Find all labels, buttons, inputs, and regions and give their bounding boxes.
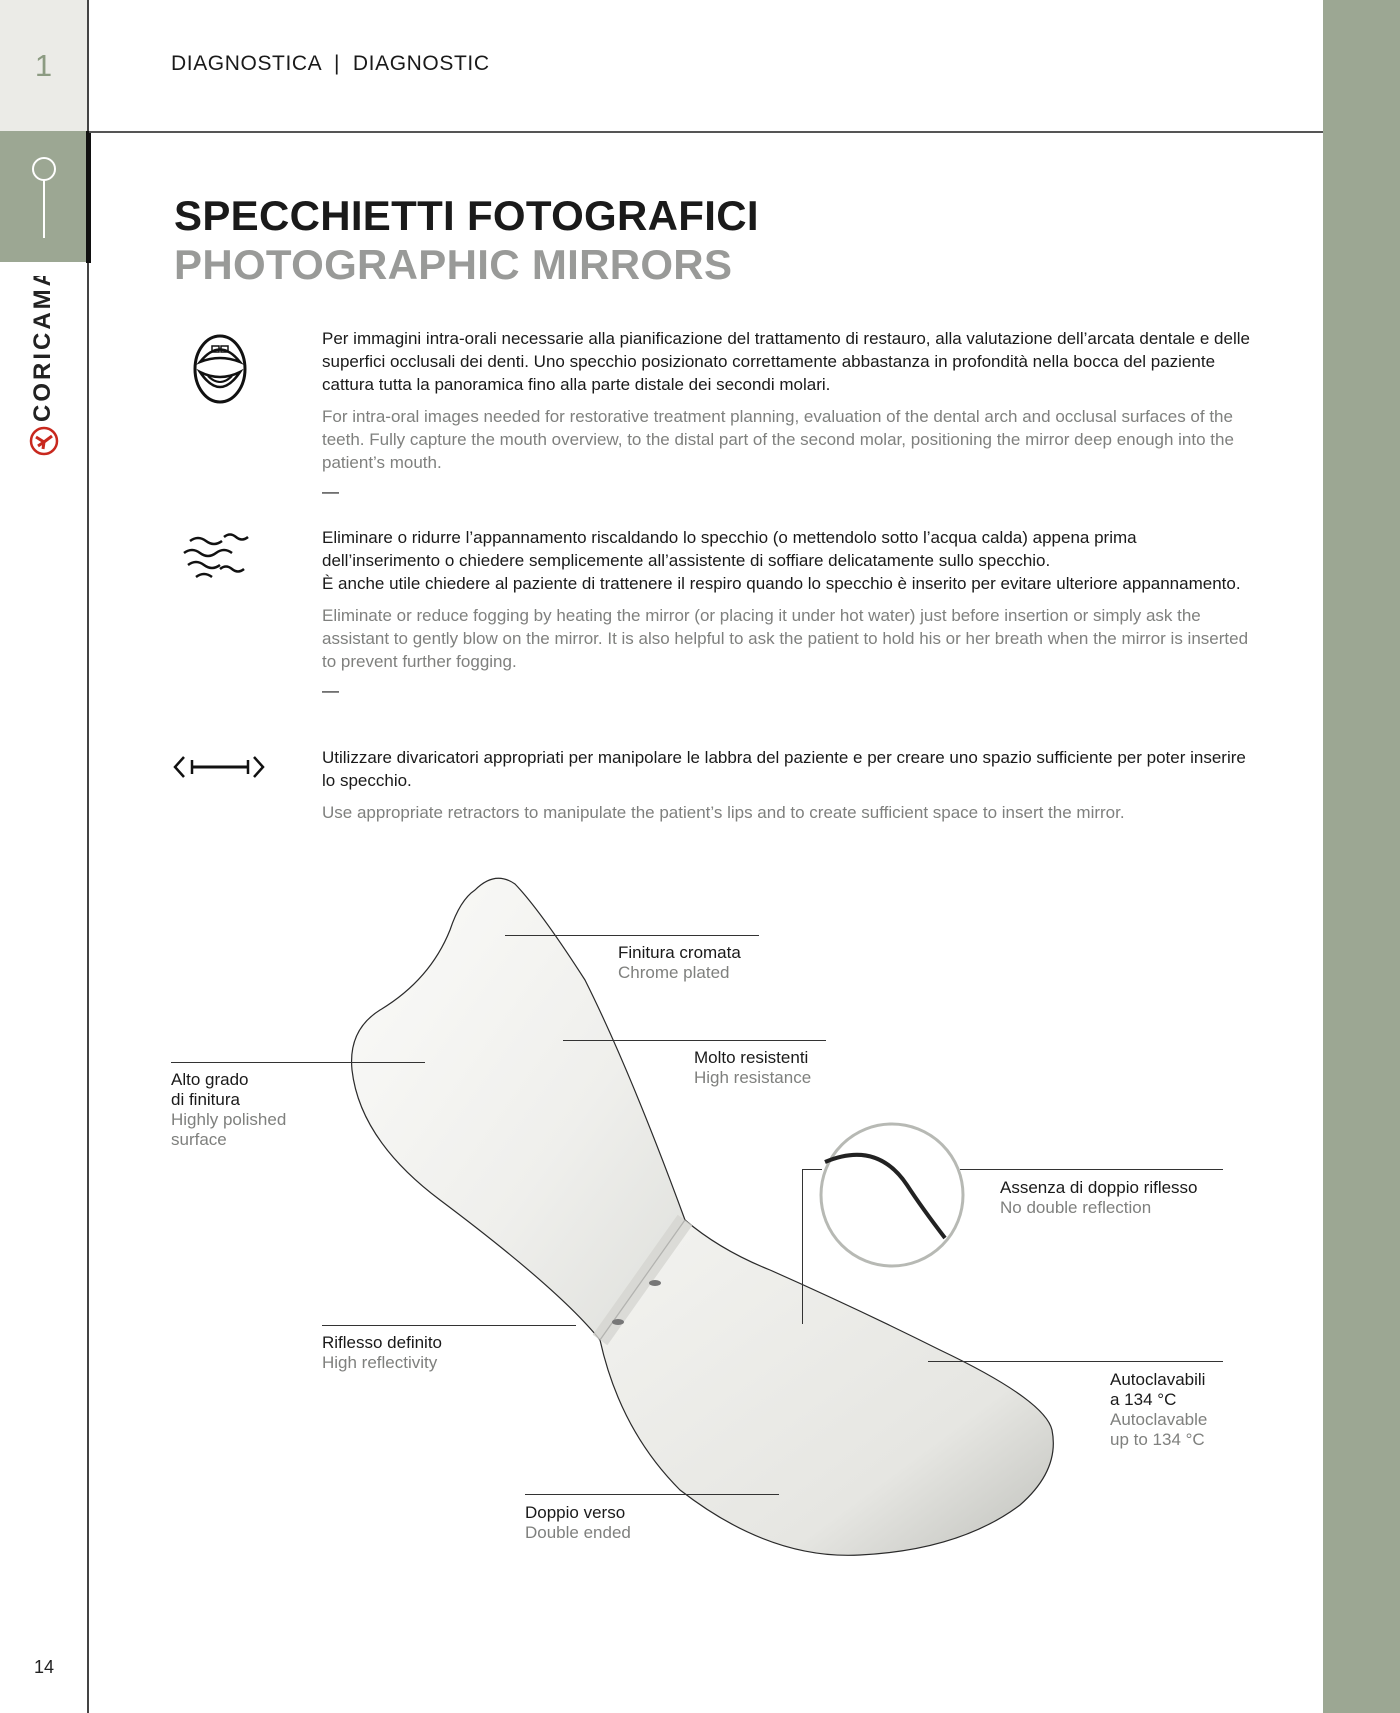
callout-autoclave-en-line2: up to 134 °C <box>1110 1430 1205 1449</box>
section-fogging <box>322 526 1252 701</box>
callout-reflectivity-en: High reflectivity <box>322 1353 438 1372</box>
section-fogging-it: Eliminare o ridurre l’appannamento riscaldando lo specchio (o mettendolo sotto l’acqua calda) appena prima dell’inserimento o chiedere semplicemente all’assistente di soffiare delicatamente sullo specchio. È anche utile chiedere al paziente di trattenere il respiro quando lo specchio è inserito per evitare ulteriore appannamento. <box>322 528 1241 593</box>
callout-autoclave-it-line1: Autoclavabili <box>1110 1370 1206 1389</box>
header-divider <box>89 131 1323 133</box>
chapter-number: 1 <box>34 48 53 83</box>
callout-resistance-en: High resistance <box>694 1068 812 1087</box>
callout-line-reflection-b <box>802 1169 803 1324</box>
callout-autoclave-it-line2: a 134 °C <box>1110 1390 1177 1409</box>
callout-high-resistance <box>694 1048 811 1088</box>
section-retractors-it: Utilizzare divaricatori appropriati per manipolare le labbra del paziente e per creare uno spazio sufficiente per poter inserire lo specchio. <box>322 748 1246 790</box>
sidebar-active-marker <box>86 131 91 263</box>
callout-chrome-plated <box>618 943 741 983</box>
section-divider: — <box>322 482 339 501</box>
callout-polished-en-line2: surface <box>171 1130 227 1149</box>
double-reflection-detail-icon <box>817 1120 967 1270</box>
callout-polished-en-line1: Highly polished <box>171 1110 287 1129</box>
callout-no-double-reflection <box>1000 1178 1198 1218</box>
callout-highly-polished <box>171 1070 286 1150</box>
section-intraoral <box>322 327 1252 502</box>
callout-autoclave-en-line1: Autoclavable <box>1110 1410 1208 1429</box>
mirror-tool-icon <box>0 131 87 262</box>
callout-polished-it-line2: di finitura <box>171 1090 240 1109</box>
callout-line-chrome <box>505 935 759 936</box>
page-title-italian: SPECCHIETTI FOTOGRAFICI <box>174 192 759 239</box>
callout-chrome-en: Chrome plated <box>618 963 730 982</box>
page-title-english: PHOTOGRAPHIC MIRRORS <box>174 241 733 288</box>
callout-reflection-en: No double reflection <box>1000 1198 1152 1217</box>
section-retractors <box>322 746 1282 824</box>
callout-autoclavable <box>1110 1370 1207 1450</box>
brand-emblem-icon <box>31 428 57 454</box>
callout-double-it: Doppio verso <box>525 1503 626 1522</box>
callout-line-reflectivity <box>322 1325 576 1326</box>
right-color-band <box>1323 0 1400 1713</box>
callout-resistance-it: Molto resistenti <box>694 1048 809 1067</box>
callout-reflectivity-it: Riflesso definito <box>322 1333 443 1352</box>
callout-chrome-it: Finitura cromata <box>618 943 741 962</box>
section-intraoral-it: Per immagini intra-orali necessarie alla pianificazione del trattamento di restauro, alla valutazione dell’arcata dentale e delle superfici occlusali dei denti. Uno specchio posizionato correttamente abbastanza in profondità nella bocca del paziente cattura tutta la panoramica fino alla parte distale dei secondi molari. <box>322 329 1250 394</box>
section-fogging-en: Eliminate or reduce fogging by heating the mirror (or placing it under hot water) just before insertion or simply ask the assistant to gently blow on the mirror. It is also helpful to ask the patient to hold his or her breath when the mirror is inserted to prevent further fogging. <box>322 606 1249 671</box>
open-mouth-icon <box>190 332 250 411</box>
width-arrows-icon <box>172 754 266 785</box>
callout-line-reflection-a <box>802 1169 822 1170</box>
callout-line-autoclave <box>928 1361 1223 1362</box>
brand-wordmark: CORICAMA <box>29 276 56 422</box>
page-number: 14 <box>34 1657 55 1677</box>
callout-line-polished <box>171 1062 425 1063</box>
fog-waves-icon <box>182 531 258 588</box>
section-intraoral-en: For intra-oral images needed for restorative treatment planning, evaluation of the dental arch and occlusal surfaces of the teeth. Fully capture the mouth overview, to the distal part of the second molar, positioning the mirror deep enough into the patient’s mouth. <box>322 407 1234 472</box>
section-header: DIAGNOSTICA | DIAGNOSTIC <box>171 52 490 75</box>
sidebar-section-marker <box>0 131 87 262</box>
callout-double-ended <box>525 1503 631 1543</box>
callout-line-resistance <box>563 1040 826 1041</box>
brand-logo <box>16 276 76 462</box>
callout-line-reflection-c <box>960 1169 1223 1170</box>
section-divider: — <box>322 681 339 700</box>
callout-reflection-it: Assenza di doppio riflesso <box>1000 1178 1198 1197</box>
callout-double-en: Double ended <box>525 1523 631 1542</box>
callout-polished-it-line1: Alto grado <box>171 1070 249 1089</box>
section-retractors-en: Use appropriate retractors to manipulate the patient’s lips and to create sufficient space to insert the mirror. <box>322 803 1125 822</box>
callout-high-reflectivity <box>322 1333 442 1373</box>
callout-line-double <box>525 1494 779 1495</box>
